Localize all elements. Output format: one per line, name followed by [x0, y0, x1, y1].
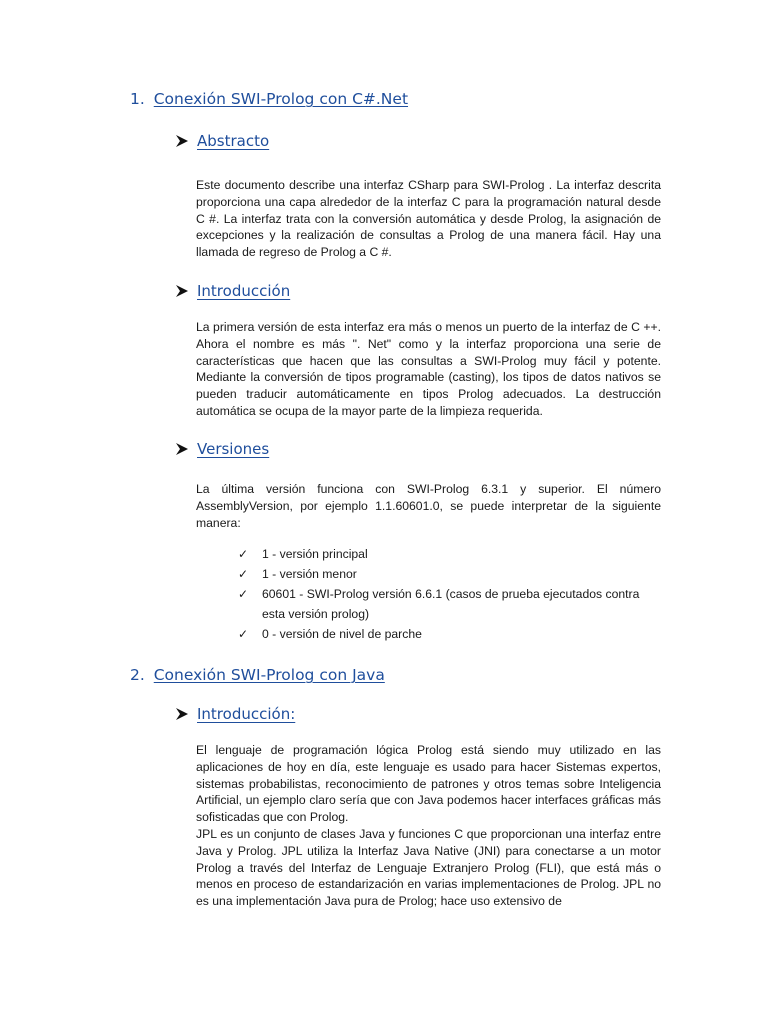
list-item-text: 1 - versión principal — [262, 547, 368, 561]
introduccion-java-heading — [175, 705, 295, 723]
checkmark-icon: ✓ — [238, 627, 249, 641]
list-item — [238, 624, 662, 644]
list-item — [238, 564, 662, 584]
list-item — [238, 544, 662, 564]
section-1-heading — [130, 90, 408, 108]
section-1-number: 1. — [130, 90, 145, 108]
list-item — [238, 584, 662, 624]
introduccion-java-title: Introducción: — [197, 705, 296, 723]
section-1-title: Conexión SWI-Prolog con C#.Net — [153, 90, 409, 108]
arrowhead-bullet-icon — [175, 284, 189, 298]
list-item-text: 60601 - SWI-Prolog versión 6.6.1 (casos de prueba ejecutados contra esta versión prolog) — [262, 587, 640, 621]
abstracto-heading — [175, 132, 269, 150]
versiones-title: Versiones — [197, 440, 270, 458]
abstracto-title: Abstracto — [197, 132, 270, 150]
checkmark-icon: ✓ — [238, 567, 249, 581]
arrowhead-bullet-icon — [175, 442, 189, 456]
abstracto-paragraph: Este documento describe una interfaz CSharp para SWI-Prolog . La interfaz descrita proporciona una capa alrededor de la interfaz C para la programación natural desde C #. La interfaz trata con la conversión automática y desde Prolog, la asignación de excepciones y la realización de consultas a Prolog de una manera fácil. Hay una llamada de regreso de Prolog a C #. — [196, 178, 661, 260]
introduccion-title: Introducción — [197, 282, 291, 300]
arrowhead-bullet-icon — [175, 134, 189, 148]
introduccion-java-paragraph-2: JPL es un conjunto de clases Java y funciones C que proporcionan una interfaz entre Java y Prolog. JPL utiliza la Interfaz Java Native (JNI) para conectarse a un motor Prolog a través del Interfaz de Lenguaje Extranjero Prolog (FLI), que está más o menos en proceso de estandarización en varias implementaciones de Prolog. JPL no es una implementación Java pura de Prolog; hace uso extensivo de — [196, 827, 661, 909]
version-list — [238, 544, 662, 644]
section-2-title: Conexión SWI-Prolog con Java — [153, 666, 385, 684]
list-item-text: 0 - versión de nivel de parche — [262, 627, 422, 641]
checkmark-icon: ✓ — [238, 547, 249, 561]
introduccion-paragraph: La primera versión de esta interfaz era más o menos un puerto de la interfaz de C ++. Ahora el nombre es más ". Net" como y la interfaz proporciona una serie de características que hacen que las consultas a SWI-Prolog muy fácil y potente. Mediante la conversión de tipos programable (casting), los tipos de datos nativos se pueden traducir automáticamente en tipos Prolog adecuados. La destrucción automática se ocupa de la mayor parte de la limpieza requerida. — [196, 320, 661, 418]
introduccion-java-paragraph-1: El lenguaje de programación lógica Prolog está siendo muy utilizado en las aplicaciones de hoy en día, este lenguaje es usado para hacer Sistemas expertos, sistemas probabilistas, reconocimiento de patrones y otros temas sobre Inteligencia Artificial, un ejemplo claro sería que con Java podemos hacer interfaces gráficas más sofisticadas que con Prolog. — [196, 743, 661, 825]
checkmark-icon: ✓ — [238, 587, 249, 601]
list-item-text: 1 - versión menor — [262, 567, 357, 581]
section-2-heading — [130, 666, 385, 684]
versiones-paragraph: La última versión funciona con SWI-Prolog 6.3.1 y superior. El número AssemblyVersion, por ejemplo 1.1.60601.0, se puede interpretar de la siguiente manera: — [196, 482, 661, 530]
versiones-heading — [175, 440, 269, 458]
arrowhead-bullet-icon — [175, 707, 189, 721]
introduccion-heading — [175, 282, 290, 300]
section-2-number: 2. — [130, 666, 145, 684]
